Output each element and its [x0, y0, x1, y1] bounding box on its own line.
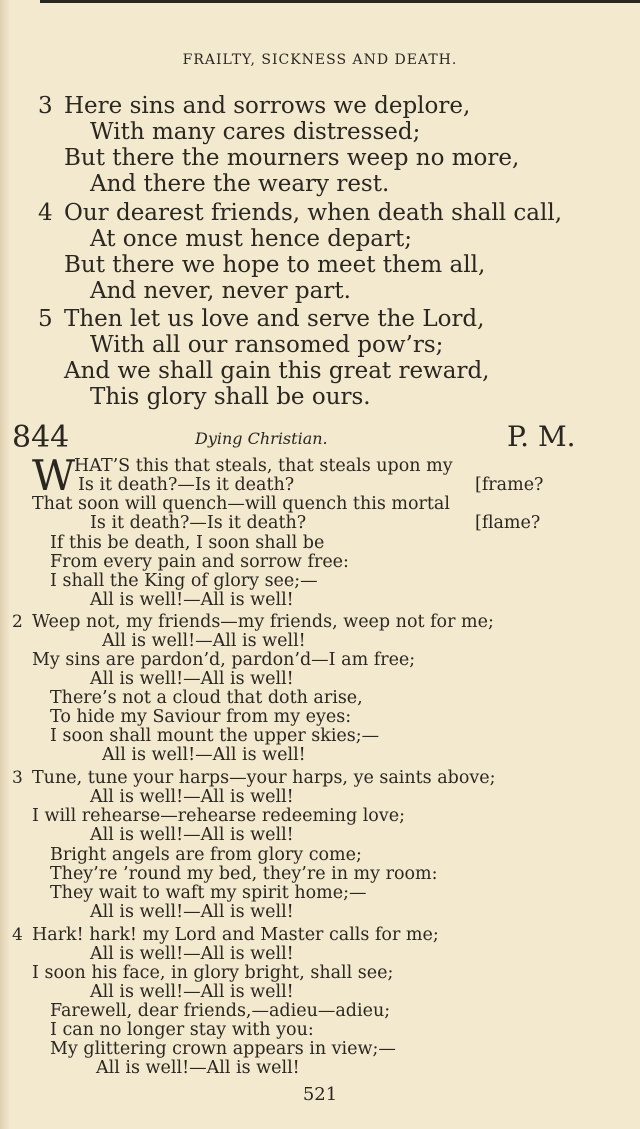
stanza-number: 3 [12, 768, 23, 788]
refrain-line: All is well!—All is well! [90, 669, 294, 689]
verse-line: This glory shall be ours. [90, 384, 371, 410]
verse-line: But there we hope to meet them all, [64, 252, 486, 278]
hymn-header [0, 420, 640, 456]
verse-line: Weep not, my friends—my friends, weep not for me; [32, 612, 494, 632]
verse-line: Then let us love and serve the Lord, [64, 306, 485, 332]
refrain-line: All is well!—All is well! [102, 631, 306, 651]
hymn-meter: P. M. [507, 420, 576, 453]
verse-line: I soon shall mount the upper skies;— [50, 726, 380, 746]
verse-line: At once must hence depart; [90, 226, 412, 252]
refrain-line: All is well!—All is well! [96, 1058, 300, 1078]
refrain-line: All is well!—All is well! [90, 590, 294, 610]
verse-line: They’re ’round my bed, they’re in my room: [50, 864, 438, 884]
verse-line: And there the weary rest. [90, 171, 390, 197]
drop-cap: W [32, 451, 76, 500]
verse-line: Is it death?—Is it death? [78, 475, 295, 495]
refrain-line: All is well!—All is well! [90, 825, 294, 845]
verse-line: Is it death?—Is it death? [90, 513, 307, 533]
verse-line: I soon his face, in glory bright, shall see; [32, 963, 394, 983]
refrain-line: All is well!—All is well! [90, 902, 294, 922]
hymn-number: 844 [12, 420, 70, 455]
verse-line: From every pain and sorrow free: [50, 552, 349, 572]
refrain-line: All is well!—All is well! [90, 944, 294, 964]
stanza-number: 3 [38, 93, 53, 119]
verse-line: That soon will quench—will quench this mortal [32, 494, 450, 514]
verse-line: My glittering crown appears in view;— [50, 1039, 396, 1059]
verse-line: Tune, tune your harps—your harps, ye saints above; [32, 768, 496, 788]
verse-line: I will rehearse—rehearse redeeming love; [32, 806, 405, 826]
verse-line: Farewell, dear friends,—adieu—adieu; [50, 1001, 391, 1021]
verse-line: And we shall gain this great reward, [64, 358, 490, 384]
verse-line: I shall the King of glory see;— [50, 571, 318, 591]
stanza-number: 4 [38, 200, 53, 226]
verse-line-turnover: [frame? [475, 475, 544, 495]
verse-line-turnover: [flame? [475, 513, 541, 533]
verse-line: And never, never part. [90, 278, 351, 304]
top-rule [40, 0, 640, 3]
verse-line: With all our ransomed pow’rs; [90, 332, 444, 358]
verse-line: They wait to waft my spirit home;— [50, 883, 367, 903]
verse-line: But there the mourners weep no more, [64, 145, 520, 171]
verse-line: Our dearest friends, when death shall call, [64, 200, 563, 226]
page-number: 521 [302, 1084, 338, 1105]
verse-line: To hide my Saviour from my eyes: [50, 707, 352, 727]
stanza-number: 2 [12, 612, 23, 632]
hymn-title: Dying Christian. [195, 429, 328, 448]
refrain-line: All is well!—All is well! [90, 982, 294, 1002]
verse-line: With many cares distressed; [90, 119, 421, 145]
stanza-number: 5 [38, 306, 53, 332]
stanza-number: 4 [12, 925, 23, 945]
verse-line: There’s not a cloud that doth arise, [50, 688, 363, 708]
verse-line: My sins are pardon’d, pardon’d—I am free; [32, 650, 416, 670]
verse-line: Hark! hark! my Lord and Master calls for me; [32, 925, 439, 945]
page-edge-shadow [0, 0, 10, 1129]
verse-line: Bright angels are from glory come; [50, 845, 362, 865]
refrain-line: All is well!—All is well! [102, 745, 306, 765]
verse-line: Here sins and sorrows we deplore, [64, 93, 471, 119]
verse-line: I can no longer stay with you: [50, 1020, 314, 1040]
refrain-line: All is well!—All is well! [90, 787, 294, 807]
verse-line: HAT’S this that steals, that steals upon my [74, 456, 453, 476]
running-head: FRAILTY, SICKNESS AND DEATH. [182, 52, 458, 68]
verse-line: If this be death, I soon shall be [50, 533, 325, 553]
